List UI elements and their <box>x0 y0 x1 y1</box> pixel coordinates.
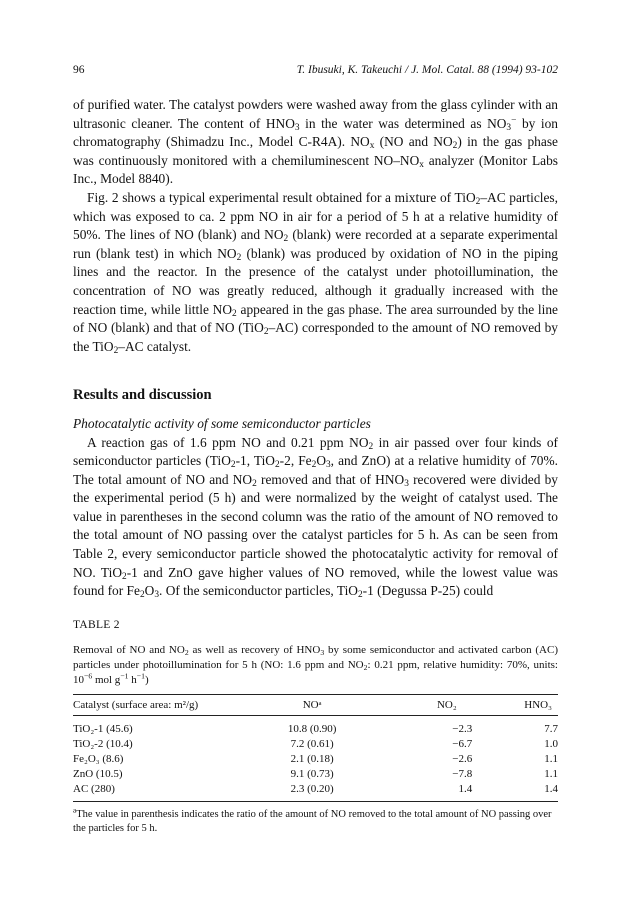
table-caption: Removal of NO and $NO_2$ as well as recovery of $HNO_3$ by some semiconductor and activated carbon (AC) particles under photoillumination for 5 h (NO: 1.6 ppm and $NO_2$: 0.21 ppm, relative humidity: 70%, units: $10^{-6}$ mol $g^{-1}$ $h^{-1}$) <box>73 643 559 686</box>
cell-catalyst: ZnO (10.5) <box>73 767 123 780</box>
cell-catalyst: AC (280) <box>73 782 115 795</box>
table-header-row <box>73 694 558 715</box>
table-row <box>73 715 558 737</box>
page-header <box>73 64 558 82</box>
running-head: T. Ibusuki, K. Takeuchi / J. Mol. Catal. 88 (1994) 93-102 <box>296 64 558 76</box>
cell-catalyst: TiO₂-2 (10.4) <box>73 737 133 750</box>
table-row <box>73 752 558 767</box>
paragraph-1: of purified water. The catalyst powders were washed away from the glass cylinder with an ultrasonic cleaner. The content of $HNO_3$ in the water was determined as $NO_3^-$ by ion chromatography (Shimadzu Inc., Model C-R4A). $NO_x$ (NO and $NO_2$) in the gas phase was continuously monitored with a chemiluminescent $NO-NO_x$ analyzer (Monitor Labs Inc., Model 8840). <box>73 97 558 187</box>
paragraph-2: Fig. 2 shows a typical experimental result obtained for a mixture of TiO$_2$–AC particles, which was exposed to ca. 2 ppm NO in air for a period of 5 h at a relative humidity of 50%. The lines of NO (blank) and $NO_2$ (blank) were recorded at a separate experimental run (blank test) in which $NO_2$ (blank) was produced by oxidation of NO in the piping lines and the reactor. In the presence of the catalyst under photoillumination, the concentration of NO was greatly reduced, although it gradually increased with the reaction time, while little $NO_2$ appeared in the gas phase. The area surrounded by the line of NO (blank) and that of NO (TiO$_2$–AC) corresponded to the amount of NO removed by the TiO$_2$–AC catalyst. <box>73 189 559 356</box>
cell-no: 7.2 (0.61) <box>290 737 334 750</box>
cell-hno3: 1.0 <box>544 737 558 750</box>
cell-no2: −7.8 <box>452 767 473 780</box>
cell-catalyst: TiO₂-1 (45.6) <box>73 722 133 735</box>
cell-no2: −6.7 <box>452 737 473 750</box>
cell-hno3: 7.7 <box>544 722 558 735</box>
column-header-catalyst: Catalyst (surface area: m²/g) <box>73 698 199 711</box>
table-label: TABLE 2 <box>73 618 120 631</box>
cell-hno3: 1.1 <box>544 752 558 765</box>
table-row <box>73 737 558 752</box>
column-header-no2: NO₂ <box>436 698 457 711</box>
results-table <box>73 694 558 802</box>
table-row <box>73 767 558 782</box>
cell-no2: −2.6 <box>452 752 473 765</box>
cell-no2: 1.4 <box>458 782 473 795</box>
subsection-title: Photocatalytic activity of some semiconductor particles <box>73 415 371 431</box>
column-header-no: NOᵃ <box>302 698 322 711</box>
cell-hno3: 1.1 <box>544 767 558 780</box>
paragraph-3: A reaction gas of 1.6 ppm NO and 0.21 ppm $NO_2$ in air passed over four kinds of semiconductor particles (TiO$_2$-1, TiO$_2$-2, $Fe_2O_3$, and ZnO) at a relative humidity of 70%. The total amount of NO and $NO_2$ removed and that of $HNO_3$ recovered were divided by the experimental period (5 h) and were normalized by the weight of catalyst used. The value in parentheses in the second column was the ratio of the amount of NO removed to the total amount of NO passing over the catalyst particles for 5 h. As can be seen from Table 2, every semiconductor particle showed the photocatalytic activity for removal of NO. TiO$_2$-1 and ZnO gave higher values of NO removed, while the lowest value was found for $Fe_2O_3$. Of the semiconductor particles, TiO$_2$-1 (Degussa P-25) could <box>73 434 558 601</box>
body-text <box>73 96 558 601</box>
cell-hno3: 1.4 <box>544 782 558 795</box>
cell-no: 2.3 (0.20) <box>290 782 334 795</box>
cell-no: 10.8 (0.90) <box>287 722 337 735</box>
cell-no: 2.1 (0.18) <box>290 752 334 765</box>
section-title: Results and discussion <box>73 387 212 404</box>
cell-no: 9.1 (0.73) <box>290 767 334 780</box>
page-number: 96 <box>73 64 85 76</box>
cell-no2: −2.3 <box>452 722 473 735</box>
column-header-hno3: HNO₃ <box>524 698 552 711</box>
cell-catalyst: Fe₂O₃ (8.6) <box>73 752 124 765</box>
table-row <box>73 782 558 802</box>
paper-page <box>73 64 558 836</box>
table-footnote: $^a$The value in parenthesis indicates the ratio of the amount of NO removed to the total amount of NO passing over the particles for 5 h. <box>73 805 552 834</box>
